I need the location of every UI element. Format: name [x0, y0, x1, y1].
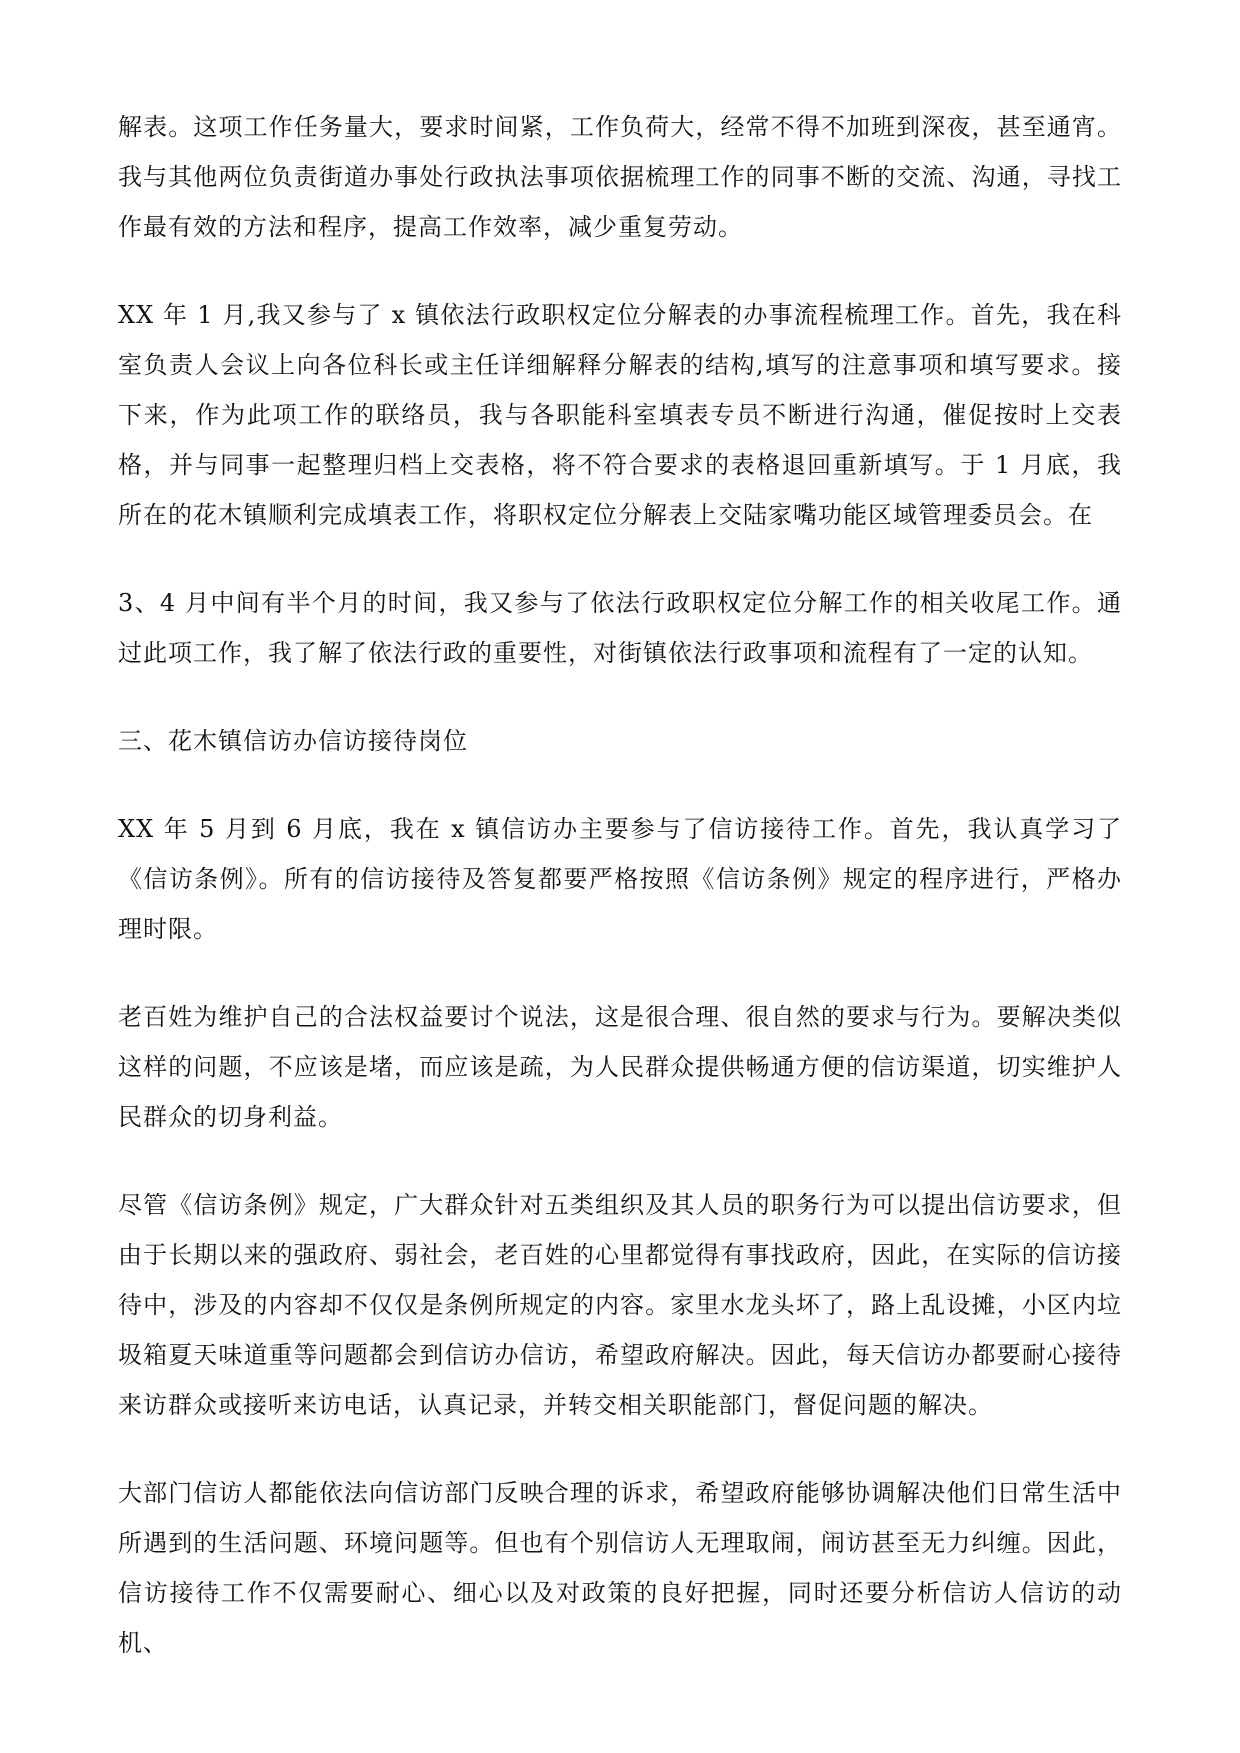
paragraph-march-april-work: 3、4 月中间有半个月的时间，我又参与了依法行政职权定位分解工作的相关收尾工作。通过此项工作，我了解了依法行政的重要性，对街镇依法行政事项和流程有了一定的认知。: [118, 589, 1122, 667]
paragraph-public-rights: 老百姓为维护自己的合法权益要讨个说法，这是很合理、很自然的要求与行为。要解决类似这样的问题，不应该是堵，而应该是疏，为人民群众提供畅通方便的信访渠道，切实维护人民群众的切身利益。: [118, 1003, 1122, 1131]
paragraph-january-work: XX 年 1 月,我又参与了 x 镇依法行政职权定位分解表的办事流程梳理工作。首先，我在科室负责人会议上向各位科长或主任详细解释分解表的结构,填写的注意事项和填写要求。接下来，作为此项工作的联络员，我与各职能科室填表专员不断进行沟通，催促按时上交表格，并与同事一起整理归档上交表格，将不符合要求的表格退回重新填写。于 1 月底，我所在的花木镇顺利完成填表工作，将职权定位分解表上交陆家嘴功能区域管理委员会。在: [118, 301, 1122, 529]
paragraph-may-june-work: XX 年 5 月到 6 月底，我在 x 镇信访办主要参与了信访接待工作。首先，我认真学习了《信访条例》。所有的信访接待及答复都要严格按照《信访条例》规定的程序进行，严格办理时限。: [118, 815, 1122, 943]
paragraph-petition-regulations: 尽管《信访条例》规定，广大群众针对五类组织及其人员的职务行为可以提出信访要求，但由于长期以来的强政府、弱社会，老百姓的心里都觉得有事找政府，因此，在实际的信访接待中，涉及的内容却不仅仅是条例所规定的内容。家里水龙头坏了，路上乱设摊，小区内垃圾箱夏天味道重等问题都会到信访办信访，希望政府解决。因此，每天信访办都要耐心接待来访群众或接听来访电话，认真记录，并转交相关职能部门，督促问题的解决。: [118, 1191, 1122, 1419]
paragraph-work-load: 解表。这项工作任务量大，要求时间紧，工作负荷大，经常不得不加班到深夜，甚至通宵。我与其他两位负责街道办事处行政执法事项依据梳理工作的同事不断的交流、沟通，寻找工作最有效的方法和程序，提高工作效率，减少重复劳动。: [118, 113, 1122, 241]
section-heading-petition-post: 三、花木镇信访办信访接待岗位: [118, 727, 468, 755]
document-body: [118, 102, 1122, 1668]
paragraph-petitioners: 大部门信访人都能依法向信访部门反映合理的诉求，希望政府能够协调解决他们日常生活中所遇到的生活问题、环境问题等。但也有个别信访人无理取闹，闹访甚至无力纠缠。因此，信访接待工作不仅需要耐心、细心以及对政策的良好把握，同时还要分析信访人信访的动机、: [118, 1479, 1122, 1657]
